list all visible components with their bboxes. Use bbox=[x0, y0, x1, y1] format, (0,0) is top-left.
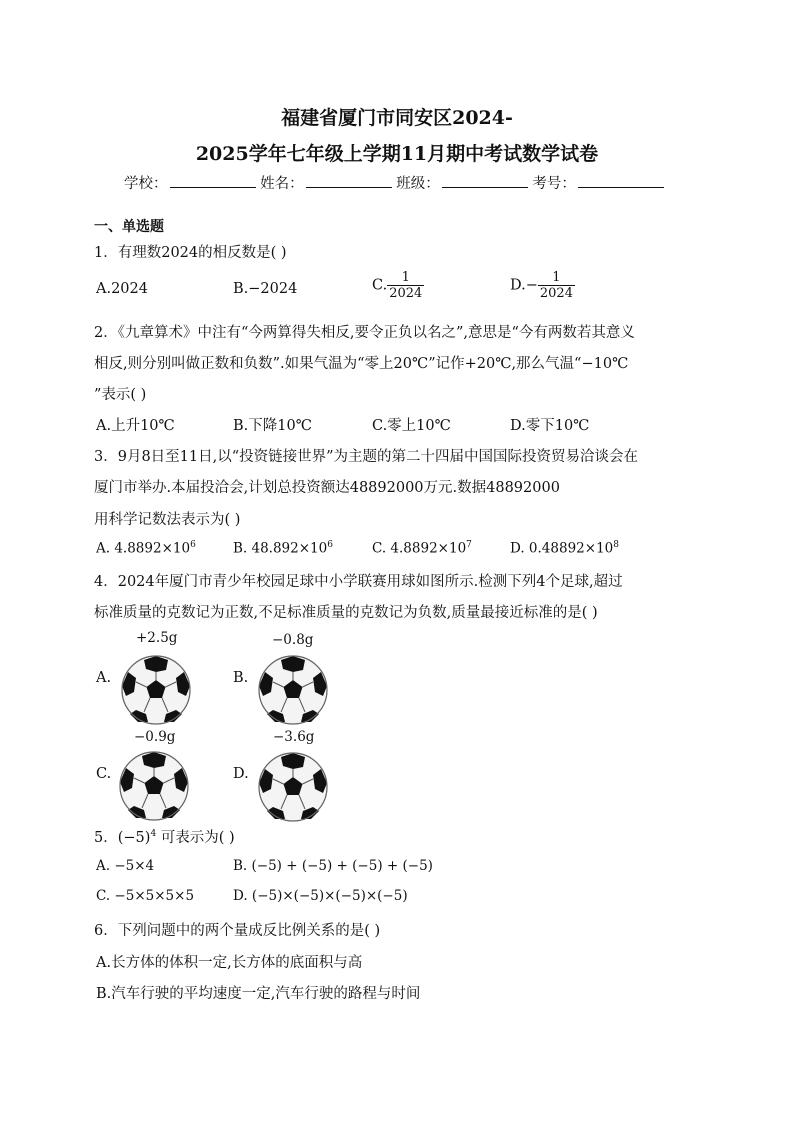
q2-option-c: C.零上10℃ bbox=[372, 418, 451, 434]
question-2-line2: 相反,则分别叫做正数和负数”.如果气温为“零上20℃”记作+20℃,那么气温“−10℃ bbox=[94, 356, 629, 372]
q3-option-a-exponent: 6 bbox=[190, 540, 196, 550]
exam-title-line2: 2025学年七年级上学期11月期中考试数学试卷 bbox=[195, 143, 599, 165]
q6-option-b: B.汽车行驶的平均速度一定,汽车行驶的路程与时间 bbox=[96, 986, 421, 1002]
student-info-row bbox=[124, 172, 664, 193]
q1-option-d-fraction bbox=[538, 270, 575, 301]
exam-title-line1: 福建省厦门市同安区2024- bbox=[281, 107, 513, 129]
q5-exponent: 4 bbox=[150, 829, 157, 840]
q3-option-b-base: B. 48.892×10 bbox=[233, 540, 328, 557]
question-3-line3: 用科学记数法表示为( ) bbox=[94, 512, 241, 528]
q6-option-a: A.长方体的体积一定,长方体的底面积与高 bbox=[96, 955, 363, 971]
question-4-line1: 4．2024年厦门市青少年校园足球中小学联赛用球如图所示.检测下列4个足球,超过 bbox=[94, 574, 623, 590]
q3-option-c-exponent: 7 bbox=[466, 540, 472, 550]
number-field[interactable] bbox=[578, 173, 664, 188]
q5-option-a: A. −5×4 bbox=[96, 858, 155, 874]
q4-option-d-label: D. bbox=[233, 766, 249, 782]
q2-option-d: D.零下10℃ bbox=[510, 418, 590, 434]
section-heading: 一、单选题 bbox=[94, 219, 164, 235]
q5-option-b: B. (−5) + (−5) + (−5) + (−5) bbox=[233, 858, 433, 874]
fraction-denominator: 2024 bbox=[539, 286, 573, 301]
q1-option-b: B.−2024 bbox=[233, 281, 298, 297]
soccer-ball-a-image bbox=[120, 654, 192, 726]
q5-option-d: D. (−5)×(−5)×(−5)×(−5) bbox=[233, 888, 408, 904]
q5-suffix: 可表示为( ) bbox=[156, 830, 235, 846]
q4-option-b-mass: −0.8g bbox=[272, 632, 314, 648]
q1-option-c-prefix: C. bbox=[372, 277, 388, 294]
question-2-line3: ”表示( ) bbox=[94, 387, 147, 403]
q1-option-d-prefix: D.− bbox=[510, 277, 538, 294]
q2-option-b: B.下降10℃ bbox=[233, 418, 312, 434]
q1-option-c-fraction bbox=[387, 270, 424, 301]
q3-option-b bbox=[233, 540, 333, 557]
fraction-numerator: 1 bbox=[538, 270, 575, 286]
q4-option-d-mass: −3.6g bbox=[273, 729, 315, 745]
class-label: 班级： bbox=[396, 176, 440, 192]
soccer-ball-c-image bbox=[118, 750, 190, 822]
question-4-line2: 标准质量的克数记为正数,不足标准质量的克数记为负数,质量最接近标准的是( ) bbox=[94, 605, 598, 621]
q3-option-a bbox=[96, 540, 196, 557]
q4-option-a-mass: +2.5g bbox=[136, 630, 178, 646]
q5-base: (−5) bbox=[117, 830, 151, 846]
q4-option-b-label: B. bbox=[233, 670, 249, 686]
q1-option-d bbox=[510, 270, 575, 301]
soccer-ball-d-image bbox=[257, 751, 329, 823]
question-3-line2: 厦门市举办.本届投洽会,计划总投资额达48892000万元.数据48892000 bbox=[94, 480, 560, 496]
q5-number: 5． bbox=[94, 830, 118, 846]
question-5-stem bbox=[94, 826, 235, 847]
soccer-ball-b-image bbox=[257, 654, 329, 726]
fraction-numerator: 1 bbox=[387, 270, 424, 286]
name-field[interactable] bbox=[306, 173, 392, 188]
fraction-denominator: 2024 bbox=[389, 286, 423, 301]
question-2-line1: 2．《九章算术》中注有“今两算得失相反,要令正负以名之”,意思是“今有两数若其意义 bbox=[94, 325, 635, 341]
q2-option-a: A.上升10℃ bbox=[96, 418, 175, 434]
question-1-stem: 1．有理数2024的相反数是( ) bbox=[94, 245, 287, 261]
q1-option-a: A.2024 bbox=[96, 281, 148, 297]
q3-option-d-exponent: 8 bbox=[613, 540, 619, 550]
name-label: 姓名： bbox=[260, 176, 304, 192]
q3-option-b-exponent: 6 bbox=[327, 540, 333, 550]
question-3-line1: 3．9月8日至11日,以“投资链接世界”为主题的第二十四届中国国际投资贸易洽谈会在 bbox=[94, 449, 639, 465]
q3-option-d-base: D. 0.48892×10 bbox=[510, 540, 614, 557]
q4-option-a-label: A. bbox=[96, 670, 112, 686]
q3-option-a-base: A. 4.8892×10 bbox=[96, 540, 191, 557]
q3-option-c bbox=[372, 540, 472, 557]
number-label: 考号： bbox=[532, 176, 576, 192]
q3-option-c-base: C. 4.8892×10 bbox=[372, 540, 467, 557]
q5-option-c: C. −5×5×5×5 bbox=[96, 888, 195, 904]
q1-option-c bbox=[372, 270, 424, 301]
q4-option-c-mass: −0.9g bbox=[134, 729, 176, 745]
question-6-stem: 6．下列问题中的两个量成反比例关系的是( ) bbox=[94, 923, 381, 939]
school-label: 学校： bbox=[124, 176, 168, 192]
class-field[interactable] bbox=[442, 173, 528, 188]
q4-option-c-label: C. bbox=[96, 766, 112, 782]
q3-option-d bbox=[510, 540, 619, 557]
school-field[interactable] bbox=[170, 173, 256, 188]
